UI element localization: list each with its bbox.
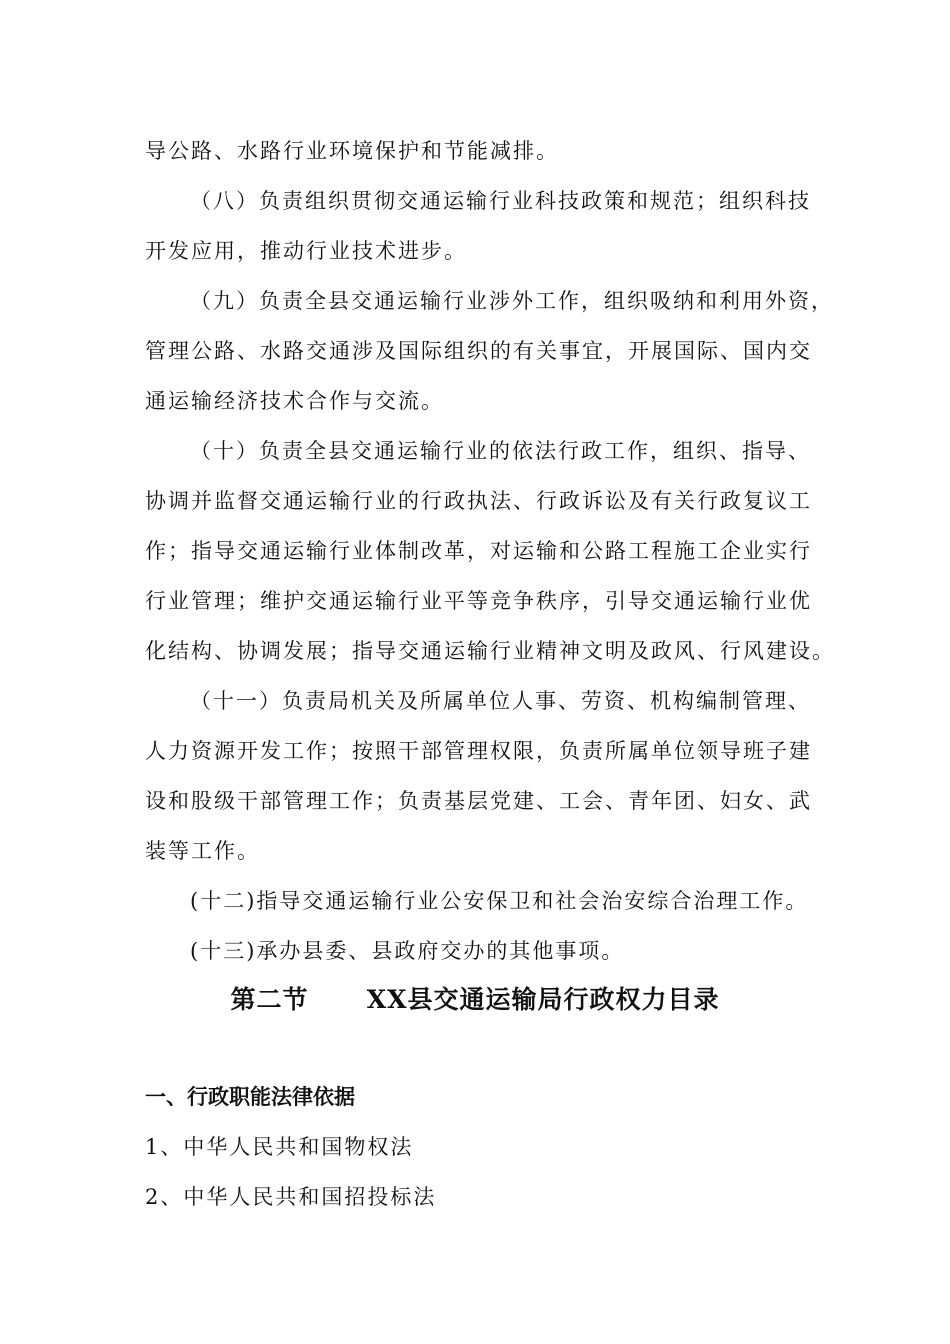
paragraph-line: 装等工作。 (145, 839, 260, 863)
paragraph-line: 协调并监督交通运输行业的行政执法、行政诉讼及有关行政复议工 (145, 489, 812, 513)
paragraph-line: 开发应用，推动行业技术进步。 (145, 239, 467, 263)
paragraph-line: 人力资源开发工作；按照干部管理权限，负责所属单位领导班子建 (145, 739, 812, 763)
paragraph-line: 行业管理；维护交通运输行业平等竞争秩序，引导交通运输行业优 (145, 589, 812, 613)
paragraph-line-item-12: (十二)指导交通运输行业公安保卫和社会治安综合治理工作。 (190, 889, 809, 913)
paragraph-line: 作；指导交通运输行业体制改革，对运输和公路工程施工企业实行 (145, 539, 812, 563)
paragraph-line: 导公路、水路行业环境保护和节能减排。 (145, 139, 559, 163)
paragraph-line-item-10: （十）负责全县交通运输行业的依法行政工作，组织、指导、 (190, 439, 811, 463)
paragraph-line-item-13: (十三)承办县委、县政府交办的其他事项。 (190, 939, 625, 963)
law-list-item: 2、中华人民共和国招投标法 (145, 1185, 437, 1209)
paragraph-line-item-9: （九）负责全县交通运输行业涉外工作，组织吸纳和利用外资， (190, 289, 834, 313)
paragraph-line: 通运输经济技术合作与交流。 (145, 389, 444, 413)
paragraph-line-item-11: （十一）负责局机关及所属单位人事、劳资、机构编制管理、 (190, 689, 811, 713)
section-heading: 第二节 XX县交通运输局行政权力目录 (230, 985, 720, 1014)
paragraph-line: 管理公路、水路交通涉及国际组织的有关事宜，开展国际、国内交 (145, 339, 812, 363)
paragraph-line: 设和股级干部管理工作；负责基层党建、工会、青年团、妇女、武 (145, 789, 812, 813)
paragraph-line: 化结构、协调发展；指导交通运输行业精神文明及政风、行风建设。 (145, 639, 835, 663)
subsection-heading: 一、行政职能法律依据 (145, 1084, 355, 1109)
paragraph-line-item-8: （八）负责组织贯彻交通运输行业科技政策和规范；组织科技 (190, 189, 811, 213)
law-list-item: 1、中华人民共和国物权法 (145, 1135, 414, 1159)
